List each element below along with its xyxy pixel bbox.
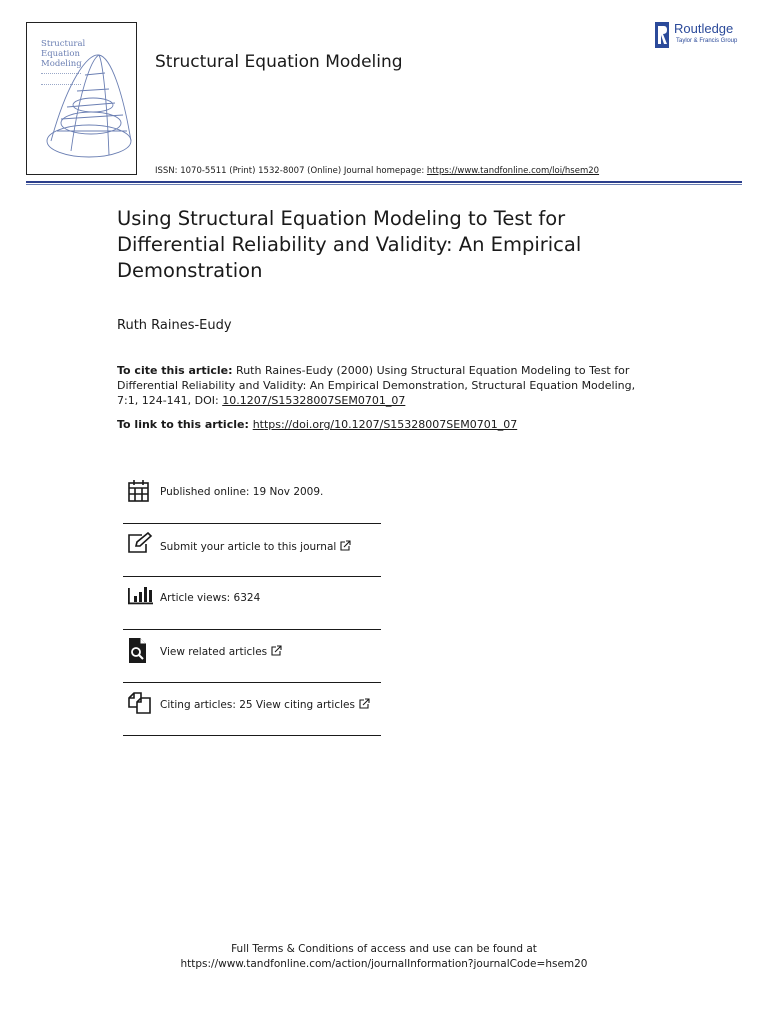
cite-text: Ruth Raines-Eudy (2000) Using Structural Equation Modeling to Test for Differential Reliability and Validity: An Empirical Demonstration, Structural Equation Modeling, 7:1, 124-141, DOI: [117,364,636,407]
routledge-logo-icon [654,20,672,50]
related-articles-label: View related articles [160,646,268,658]
issn-line [155,166,599,176]
submit-article-label: Submit your article to this journal [160,541,337,553]
article-views: Article views: 6324 [160,592,261,604]
divider [123,576,381,577]
divider [123,735,381,736]
footer-terms-url[interactable]: https://www.tandfonline.com/action/journalInformation?journalCode=hsem20 [180,958,588,970]
article-title: Using Structural Equation Modeling to Test for Differential Reliability and Validity: An Empirical Demonstration [117,207,582,282]
submit-article-row[interactable] [123,532,381,562]
edit-icon [127,532,153,556]
citing-documents-icon [127,690,153,714]
citing-articles-link[interactable] [160,698,370,711]
submit-article-link[interactable] [160,540,351,553]
header-divider-thin [26,184,742,185]
divider [123,682,381,683]
article-url-link[interactable]: https://doi.org/10.1207/S15328007SEM0701_07 [252,418,518,431]
issn-text: ISSN: 1070-5511 (Print) 1532-8007 (Online) Journal homepage: [155,166,427,176]
journal-title: Structural Equation Modeling [155,52,403,72]
bar-chart-icon [127,584,155,606]
journal-homepage-link[interactable]: https://www.tandfonline.com/loi/hsem20 [426,166,600,176]
published-online-row [123,478,381,508]
related-articles-link[interactable] [160,645,282,658]
publisher-logo[interactable] [654,20,754,50]
citation-block [117,363,657,408]
citing-articles-label: Citing articles: 25 View citing articles [160,699,355,711]
calendar-icon [127,478,151,504]
citing-articles-row[interactable] [123,690,381,720]
cover-title: Structural Equation Modeling [41,39,86,69]
header-divider [26,181,742,183]
divider [123,629,381,630]
footer [0,942,768,972]
doi-link[interactable]: 10.1207/S15328007SEM0701_07 [222,394,406,407]
publisher-tagline: Taylor & Francis Group [676,38,738,44]
related-articles-row[interactable] [123,637,381,667]
cover-graphic [27,23,138,176]
divider [123,523,381,524]
document-search-icon [127,637,151,665]
cite-label: To cite this article: [117,364,233,377]
external-link-icon [340,540,351,551]
published-date: Published online: 19 Nov 2009. [160,486,324,498]
article-link-block [117,417,657,432]
article-views-row [123,584,381,614]
article-author: Ruth Raines-Eudy [117,318,232,333]
publisher-name: Routledge [674,21,734,36]
external-link-icon [271,645,282,656]
footer-terms: Full Terms & Conditions of access and use can be found at [231,943,537,955]
journal-cover [26,22,137,175]
link-label: To link to this article: [117,418,253,431]
external-link-icon [359,698,370,709]
